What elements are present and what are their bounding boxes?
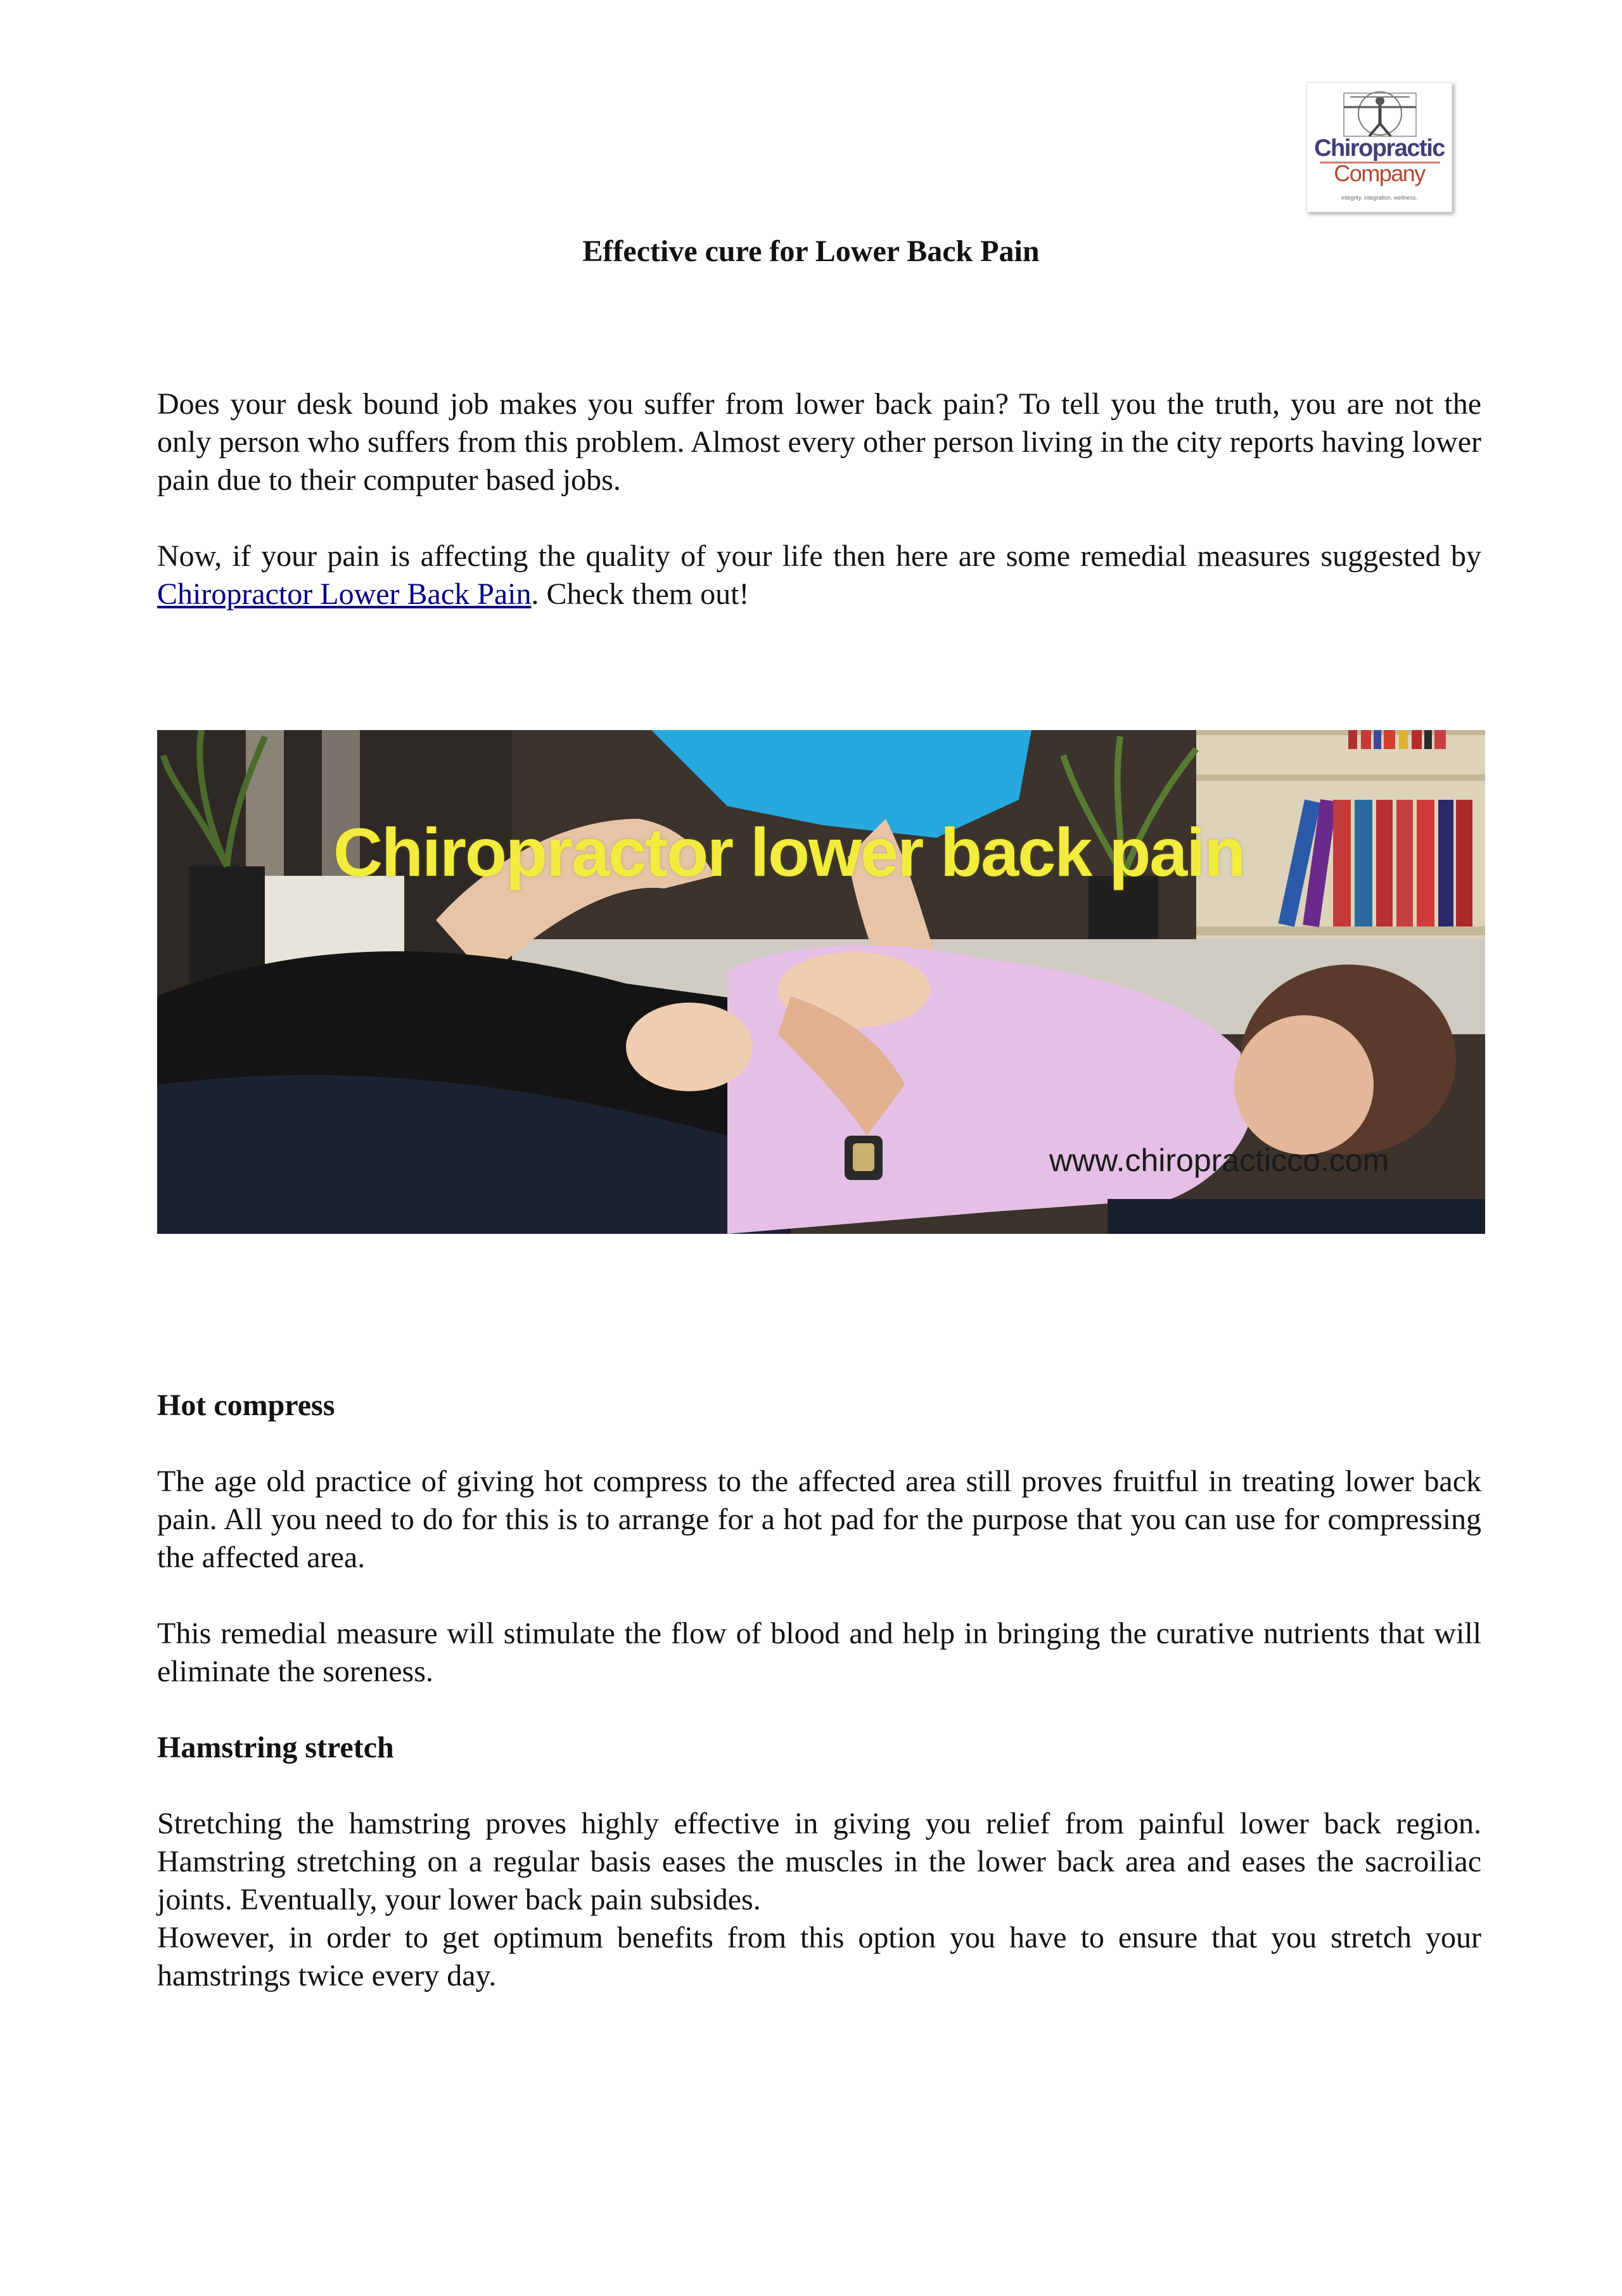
chiropractor-lower-back-pain-link[interactable]: Chiropractor Lower Back Pain xyxy=(157,577,532,611)
photo-watermark-url: www.chiropracticco.com xyxy=(1049,1143,1389,1178)
hot-compress-paragraph-1: The age old practice of giving hot compress to the affected area still proves fruitful in treating lower back pain. All you need to do for this is to arrange for a hot pad for the purpose that you can use for compressing the affected area. xyxy=(157,1465,1481,1574)
intro-paragraph-2 xyxy=(157,537,1481,613)
document-title: Effective cure for Lower Back Pain xyxy=(582,234,1040,268)
logo-name-line1: Chiropractic xyxy=(1314,135,1445,162)
chiropractor-photo xyxy=(157,730,1485,1234)
section-heading-hot-compress: Hot compress xyxy=(157,1389,335,1422)
vitruvian-figure-icon xyxy=(1319,88,1441,139)
photo-caption: Chiropractor lower back pain xyxy=(333,814,1245,890)
section-heading-hamstring-stretch: Hamstring stretch xyxy=(157,1731,394,1764)
hamstring-paragraph-1: Stretching the hamstring proves highly effective in giving you relief from painful lower back region. Hamstring stretching on a regular basis eases the muscles in the lower back area and eases the sacroiliac joints. Eventually, your lower back pain subsides. xyxy=(157,1807,1481,1916)
hot-compress-paragraph-2: This remedial measure will stimulate the flow of blood and help in bringing the curative nutrients that will eliminate the soreness. xyxy=(157,1617,1481,1688)
logo-tagline: integrity. integration. wellness. xyxy=(1341,195,1417,201)
intro-text-before-link: Now, if your pain is affecting the quality of your life then here are some remedial measures suggested by xyxy=(157,539,1481,573)
logo-name-line2: Company xyxy=(1334,160,1425,186)
intro-text-after-link: . Check them out! xyxy=(531,577,750,611)
company-logo xyxy=(1306,82,1452,212)
intro-paragraph-1: Does your desk bound job makes you suffer from lower back pain? To tell you the truth, you are not the only person who suffers from this problem. Almost every other person living in the city reports having lower pain due to their computer based jobs. xyxy=(157,387,1481,497)
hamstring-paragraph-2: However, in order to get optimum benefits from this option you have to ensure that you stretch your hamstrings twice every day. xyxy=(157,1921,1481,1992)
